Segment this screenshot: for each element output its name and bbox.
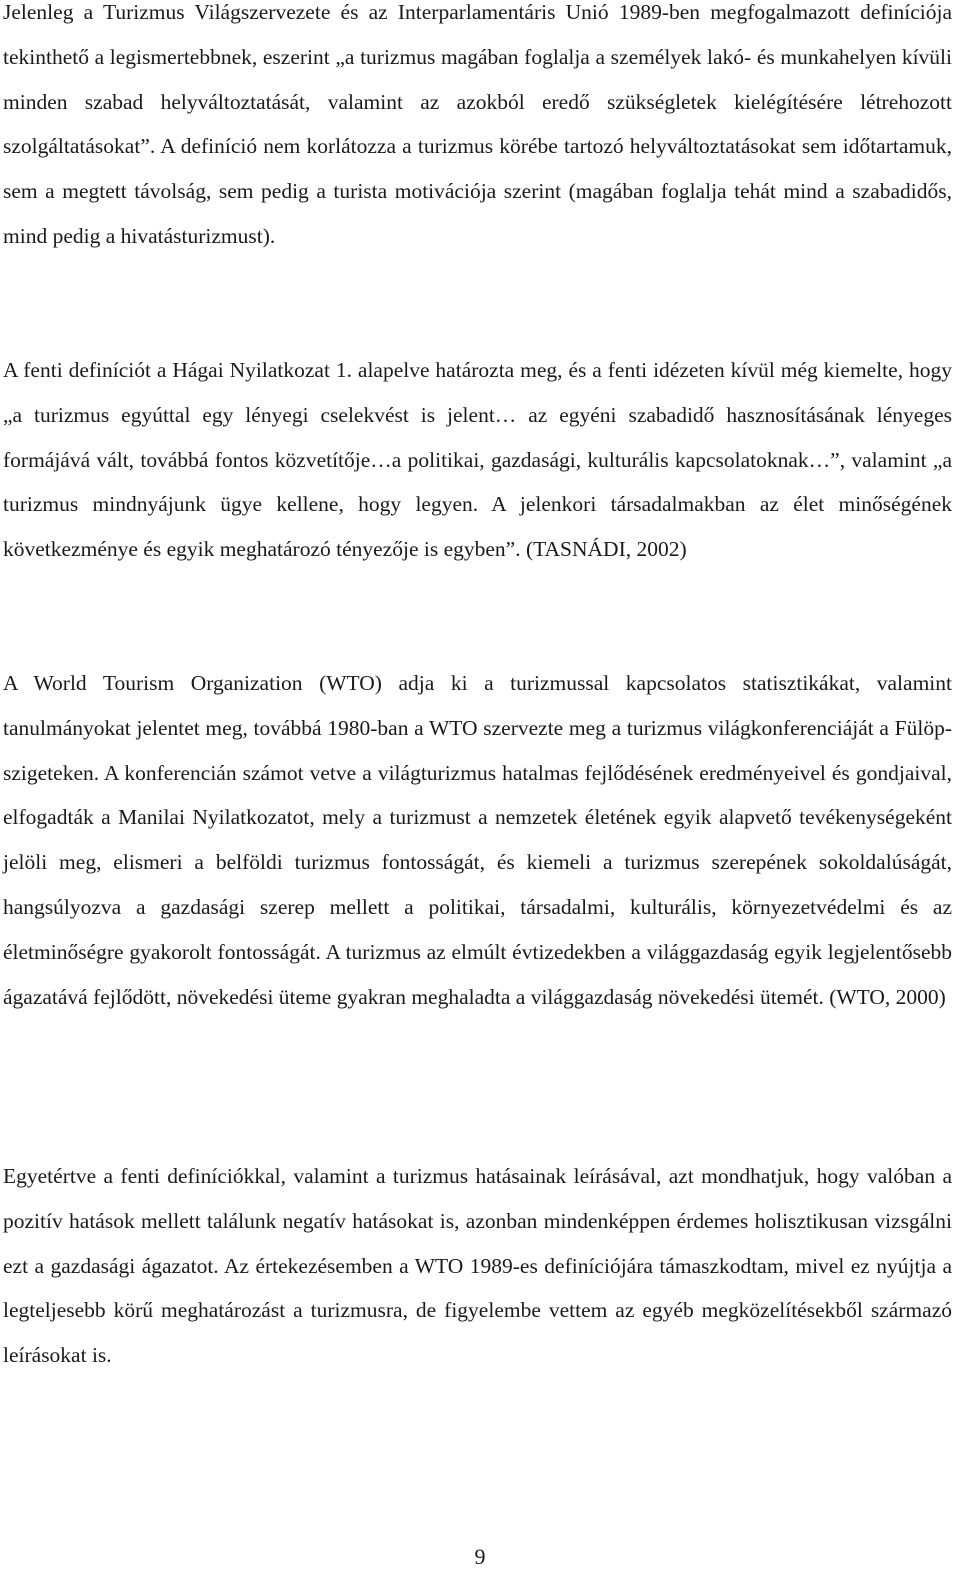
paragraph-hague-declaration: A fenti definíciót a Hágai Nyilatkozat 1. alapelve határozta meg, és a fenti idézeten kívül még kiemelte, hogy „a turizmus egyúttal egy lényegi cselekvést is jelent… az egyéni szabadidő hasznosításának lényeges formájává vált, továbbá fontos közvetítője…a politikai, gazdasági, kulturális kapcsolatoknak…”, valamint „a turizmus mindnyájunk ügye kellene, hogy legyen. A jelenkori társadalmakban az élet minőségének következménye és egyik meghatározó tényezője is egyben”. (TASNÁDI, 2002) xyxy=(3,358,952,562)
paragraph-conclusion: Egyetértve a fenti definíciókkal, valamint a turizmus hatásainak leírásával, azt mondhatjuk, hogy valóban a pozitív hatások mellett találunk negatív hatásokat is, azonban mindenképpen érdemes holisztikusan vizsgálni ezt a gazdasági ágazatot. Az értekezésemben a WTO 1989-es definíciójára támaszkodtam, mivel ez nyújtja a legteljesebb körű meghatározást a turizmusra, de figyelembe vettem az egyéb megközelítésekből származó leírásokat is. xyxy=(3,1164,952,1368)
paragraph-wto-definition: Jelenleg a Turizmus Világszervezete és az Interparlamentáris Unió 1989-ben megfogalmazott definíciója tekinthető a legismertebbnek, eszerint „a turizmus magában foglalja a személyek lakó- és munkahelyen kívüli minden szabad helyváltoztatását, valamint az azokból eredő szükségletek kielégítésére létrehozott szolgáltatásokat”. A definíció nem korlátozza a turizmus körébe tartozó helyváltoztatásokat sem időtartamuk, sem a megtett távolság, sem pedig a turista motivációja szerint (magában foglalja tehát mind a szabadidős, mind pedig a hivatásturizmust). xyxy=(3,0,952,248)
paragraph-world-tourism-organization: A World Tourism Organization (WTO) adja ki a turizmussal kapcsolatos statisztikákat, valamint tanulmányokat jelentet meg, továbbá 1980-ban a WTO szervezte meg a turizmus világkonferenciáját a Fülöp-szigeteken. A konferencián számot vetve a világturizmus hatalmas fejlődésének eredményeivel és gondjaival, elfogadták a Manilai Nyilatkozatot, mely a turizmust a nemzetek életének egyik alapvető tevékenységeként jelöli meg, elismeri a belföldi turizmus fontosságát, és kiemeli a turizmus szerepének sokoldalúságát, hangsúlyozva a gazdasági szerep mellett a politikai, társadalmi, kulturális, környezetvédelmi és az életminőségre gyakorolt fontosságát. A turizmus az elmúlt évtizedekben a világgazdaság egyik legjelentősebb ágazatává fejlődött, növekedési üteme gyakran meghaladta a világgazdaság növekedési ütemét. (WTO, 2000) xyxy=(3,671,952,1009)
page-number: 9 xyxy=(474,1544,486,1569)
